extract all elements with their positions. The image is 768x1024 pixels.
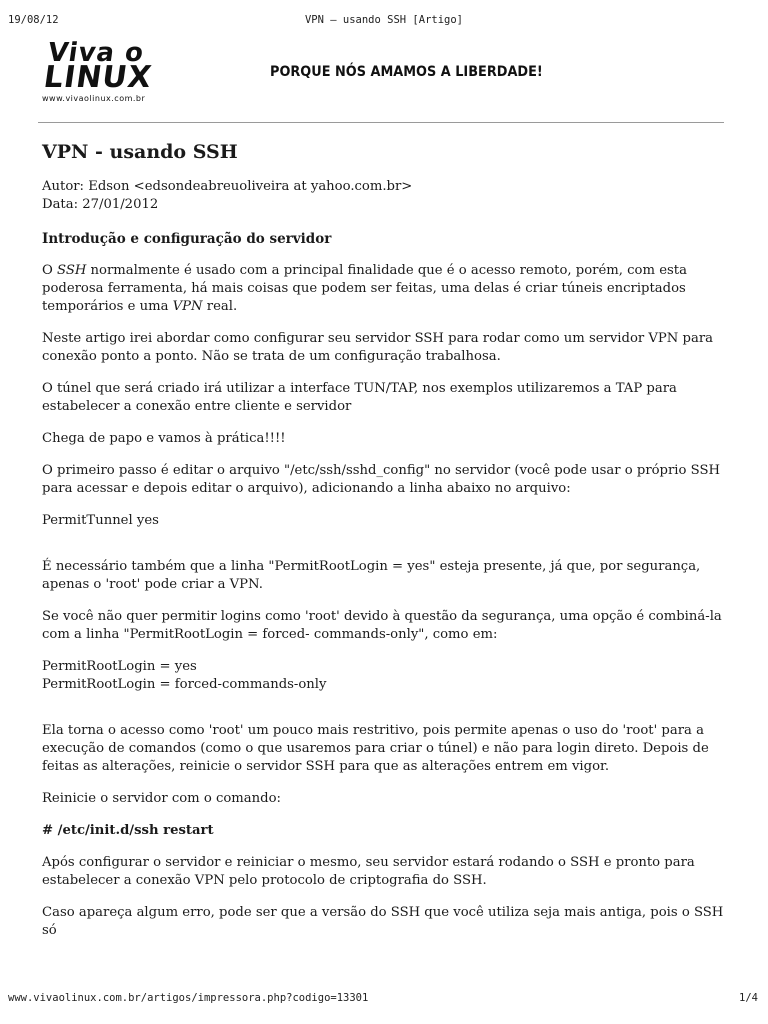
logo-line2: LINUX [41, 60, 155, 95]
print-url[interactable]: www.vivaolinux.com.br/artigos/impressora.php?codigo=13301 [8, 992, 369, 1004]
paragraph-2: Neste artigo irei abordar como configurar seu servidor SSH para rodar como um servidor VPN para conexão ponto a ponto. Não se trata de um configuração trabalhosa. [42, 331, 714, 364]
article-author: Autor: Edson <edsondeabreuoliveira at yahoo.com.br> [42, 179, 413, 194]
paragraph-11: Caso apareça algum erro, pode ser que a versão do SSH que você utiliza seja mais antiga, pois o SSH só [42, 905, 724, 938]
code-root-login-1: PermitRootLogin = yes [42, 659, 197, 674]
article-date: Data: 27/01/2012 [42, 197, 159, 212]
paragraph-9: Reinicie o servidor com o comando: [42, 791, 281, 806]
paragraph-1 [42, 262, 732, 316]
article-title: VPN - usando SSH [42, 141, 238, 163]
vpn-emphasis: VPN [172, 299, 203, 314]
logo-url: www.vivaolinux.com.br [42, 94, 146, 103]
paragraph-1-mid: normalmente é usado com a principal finalidade que é o acesso remoto, porém, com esta poderosa ferramenta, há mais coisas que podem ser feitas, uma delas é criar túneis encriptados temporários e uma [42, 263, 687, 314]
paragraph-4: Chega de papo e vamos à prática!!!! [42, 431, 286, 446]
page-number: 1/4 [739, 992, 758, 1004]
paragraph-7: Se você não quer permitir logins como 'root' devido à questão da segurança, uma opção é combiná-la com a linha "PermitRootLogin = forced- commands-only", como em: [42, 609, 722, 642]
paragraph-1-post: real. [202, 299, 238, 314]
code-root-login-2: PermitRootLogin = forced-commands-only [42, 677, 327, 692]
ssh-emphasis: SSH [57, 263, 87, 278]
paragraph-10: Após configurar o servidor e reiniciar o mesmo, seu servidor estará rodando o SSH e pronto para estabelecer a conexão VPN pelo protocolo de criptografia do SSH. [42, 855, 695, 888]
print-page-title: VPN – usando SSH [Artigo] [304, 14, 464, 26]
paragraph-5: O primeiro passo é editar o arquivo "/etc/ssh/sshd_config" no servidor (você pode usar o próprio SSH para acessar e depois editar o arquivo), adicionando a linha abaixo no arquivo: [42, 463, 720, 496]
paragraph-1-pre: O [42, 263, 58, 278]
paragraph-6: É necessário também que a linha "PermitRootLogin = yes" esteja presente, já que, por segurança, apenas o 'root' pode criar a VPN. [42, 559, 701, 592]
site-slogan: PORQUE NÓS AMAMOS A LIBERDADE! [270, 64, 543, 80]
section-title: Introdução e configuração do servidor [42, 231, 332, 247]
site-logo[interactable] [40, 38, 170, 106]
paragraph-3: O túnel que será criado irá utilizar a interface TUN/TAP, nos exemplos utilizaremos a TAP para estabelecer a conexão entre cliente e servidor [42, 381, 677, 414]
logo-line1: Viva o [45, 38, 147, 68]
header-divider [38, 122, 724, 123]
command-restart: # /etc/init.d/ssh restart [42, 823, 214, 838]
print-date: 19/08/12 [8, 14, 59, 26]
paragraph-8: Ela torna o acesso como 'root' um pouco mais restritivo, pois permite apenas o uso do 'root' para a execução de comandos (como o que usaremos para criar o túnel) e não para login direto. Depois de feitas as alterações, reinicie o servidor SSH para que as alterações entrem em vigor. [42, 723, 709, 774]
code-permit-tunnel: PermitTunnel yes [42, 513, 159, 528]
article-body [42, 140, 732, 940]
